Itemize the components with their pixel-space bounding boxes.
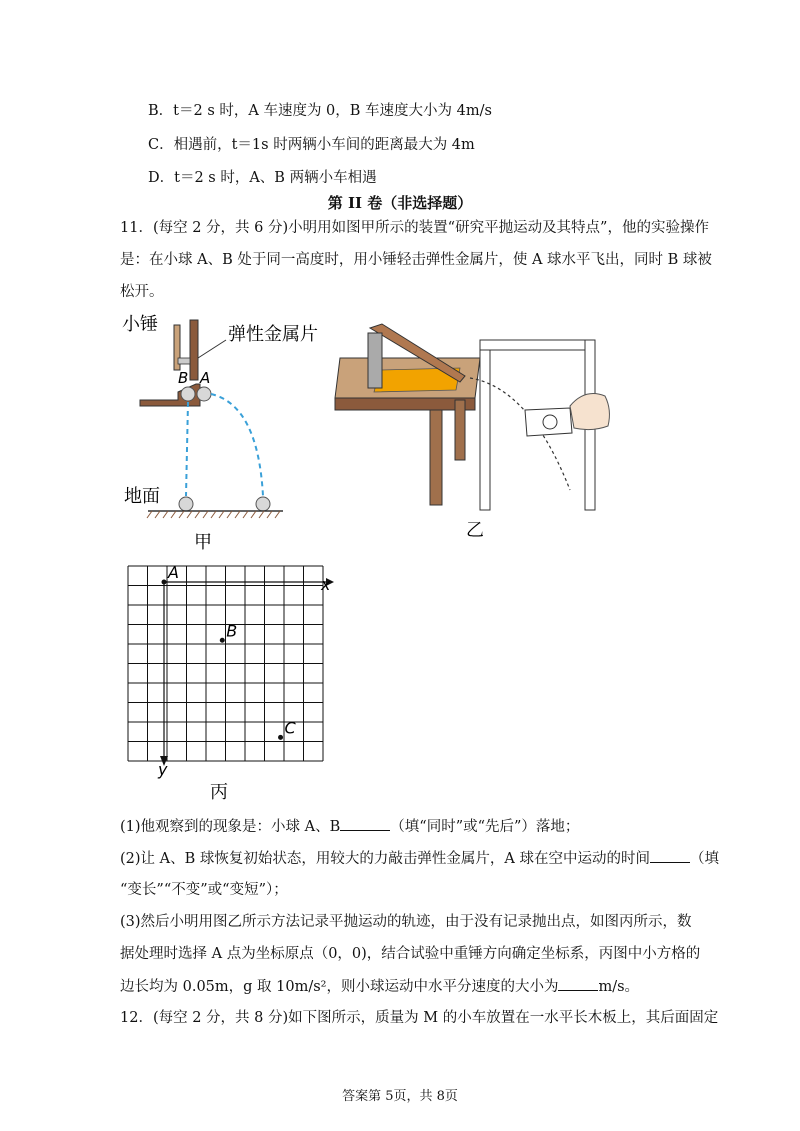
figure-yi <box>330 318 620 543</box>
option-d: D．t＝2 s 时，A、B 两辆小车相遇 <box>148 170 377 186</box>
q11-part2 <box>120 848 719 869</box>
q11-part3-text-before: 边长均为 0.05m，g 取 10m/s²，则小球运动中水平分速度的大小为 <box>120 979 559 995</box>
q11-part1-text-before: (1)他观察到的现象是：小球 A、B <box>120 819 341 835</box>
grid-point-b <box>220 638 225 643</box>
answer-blank-1[interactable] <box>340 816 390 831</box>
axis-y-label: y <box>158 760 168 779</box>
figure-bing <box>118 560 348 805</box>
label-b: B <box>178 369 189 387</box>
label-ground: 地面 <box>124 486 160 507</box>
section-title: 第 II 卷（非选择题） <box>327 194 473 212</box>
q11-line3: 松开。 <box>120 284 164 300</box>
q11-line1: 11．(每空 2 分，共 6 分)小明用如图甲所示的装置“研究平抛运动及其特点”，他的实验操作 <box>120 220 709 236</box>
q11-part2-line2: “变长”“不变”或“变短”）； <box>120 882 288 898</box>
grid-point-c <box>278 735 283 740</box>
q11-part2-text-before: (2)让 A、B 球恢复初始状态，用较大的力敲击弹性金属片，A 球在空中运动的时间 <box>120 851 650 867</box>
caption-yi: 乙 <box>466 520 484 541</box>
option-b: B．t＝2 s 时，A 车速度为 0，B 车速度大小为 4m/s <box>148 103 492 119</box>
q11-line2: 是：在小球 A、B 处于同一高度时，用小锤轻击弹性金属片，使 A 球水平飞出，同时 B 球被 <box>120 252 712 268</box>
label-plate: 弹性金属片 <box>228 324 318 345</box>
q11-part2-text-after: （填 <box>689 851 719 867</box>
answer-blank-2[interactable] <box>650 848 690 863</box>
q12-line1: 12．(每空 2 分，共 8 分)如下图所示，质量为 M 的小车放置在一水平长木板上，其后面固定 <box>120 1010 719 1026</box>
grid-point-a <box>162 580 167 585</box>
answer-blank-3[interactable] <box>558 976 598 991</box>
axis-x-label: x <box>321 575 331 594</box>
figure-jia <box>118 310 318 555</box>
option-c: C．相遇前，t＝1s 时两辆小车间的距离最大为 4m <box>148 137 475 153</box>
caption-jia: 甲 <box>194 532 212 553</box>
q11-part3-line1: (3)然后小明用图乙所示方法记录平抛运动的轨迹，由于没有记录抛出点，如图丙所示，数 <box>120 914 692 930</box>
q11-part3-line2: 据处理时选择 A 点为坐标原点（0，0)，结合试验中重锤方向确定坐标系，丙图中小方格的 <box>120 946 701 962</box>
label-a: A <box>200 369 211 387</box>
grid-point-label-a: A <box>168 563 179 582</box>
grid-point-label-c: C <box>284 718 296 738</box>
q11-part1-text-after: （填“同时”或“先后”）落地； <box>390 819 580 835</box>
q11-part3-text-after: m/s。 <box>598 979 640 995</box>
grid-point-label-b: B <box>226 621 238 641</box>
label-hammer: 小锤 <box>122 314 158 335</box>
q11-part1 <box>120 816 579 837</box>
q11-part3-line3 <box>120 976 639 997</box>
caption-bing: 丙 <box>210 782 228 803</box>
page-footer: 答案第 5页，共 8页 <box>342 1089 458 1104</box>
